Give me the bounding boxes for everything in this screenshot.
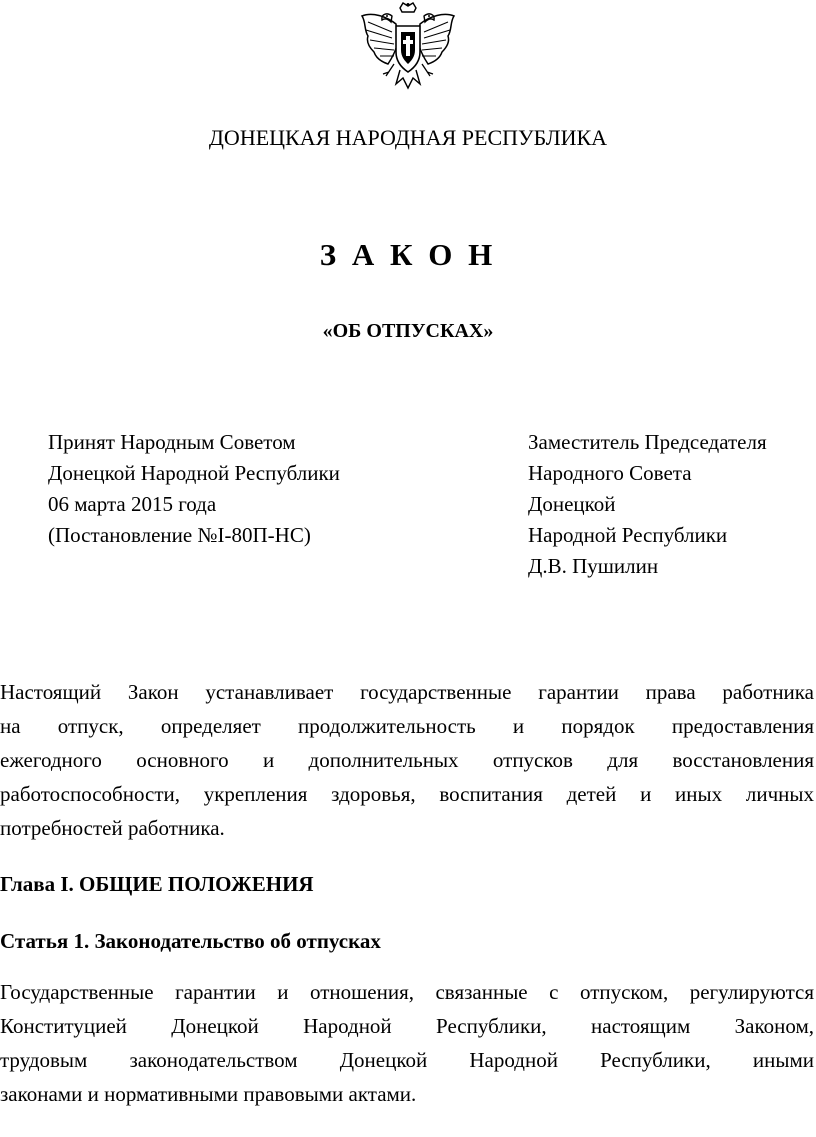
republic-name: ДОНЕЦКАЯ НАРОДНАЯ РЕСПУБЛИКА [208,125,608,150]
law-subtitle: «ОБ ОТПУСКАХ» [322,320,494,342]
paragraph-line: потребностей работника. [0,816,225,840]
resolution-number: (Постановление №I-80П-НС) [48,523,311,547]
preamble-paragraph [0,675,814,845]
double-headed-eagle-emblem-icon [356,2,460,90]
paragraph-line: работоспособности, укрепления здоровья, воспитания детей и иных личных [0,782,814,806]
adoption-line: Донецкой Народной Республики [48,461,340,485]
adoption-line: Принят Народным Советом [48,430,296,454]
chapter-heading: Глава I. ОБЩИЕ ПОЛОЖЕНИЯ [0,872,314,896]
signatory-line: Народного Совета [528,461,692,485]
signatory-name: Д.В. Пушилин [528,554,659,578]
paragraph-line: Настоящий Закон устанавливает государственные гарантии права работника [0,680,814,704]
article-paragraph [0,975,814,1111]
adoption-info-block [48,427,468,551]
article-heading: Статья 1. Законодательство об отпусках [0,929,381,953]
paragraph-line: законами и нормативными правовыми актами. [0,1082,417,1106]
paragraph-line: на отпуск, определяет продолжительность и порядок предоставления [0,714,814,738]
paragraph-line: Государственные гарантии и отношения, связанные с отпуском, регулируются [0,980,814,1004]
signatory-block [528,427,816,582]
paragraph-line: Конституцией Донецкой Народной Республики, настоящим Законом, [0,1014,814,1038]
adoption-date: 06 марта 2015 года [48,492,217,516]
signatory-line: Народной Республики [528,523,728,547]
signatory-line: Заместитель Председателя [528,430,767,454]
law-title: З А К О Н [319,237,497,272]
signatory-line: Донецкой [528,492,616,516]
paragraph-line: трудовым законодательством Донецкой Народной Республики, иными [0,1048,814,1072]
paragraph-line: ежегодного основного и дополнительных отпусков для восстановления [0,748,814,772]
